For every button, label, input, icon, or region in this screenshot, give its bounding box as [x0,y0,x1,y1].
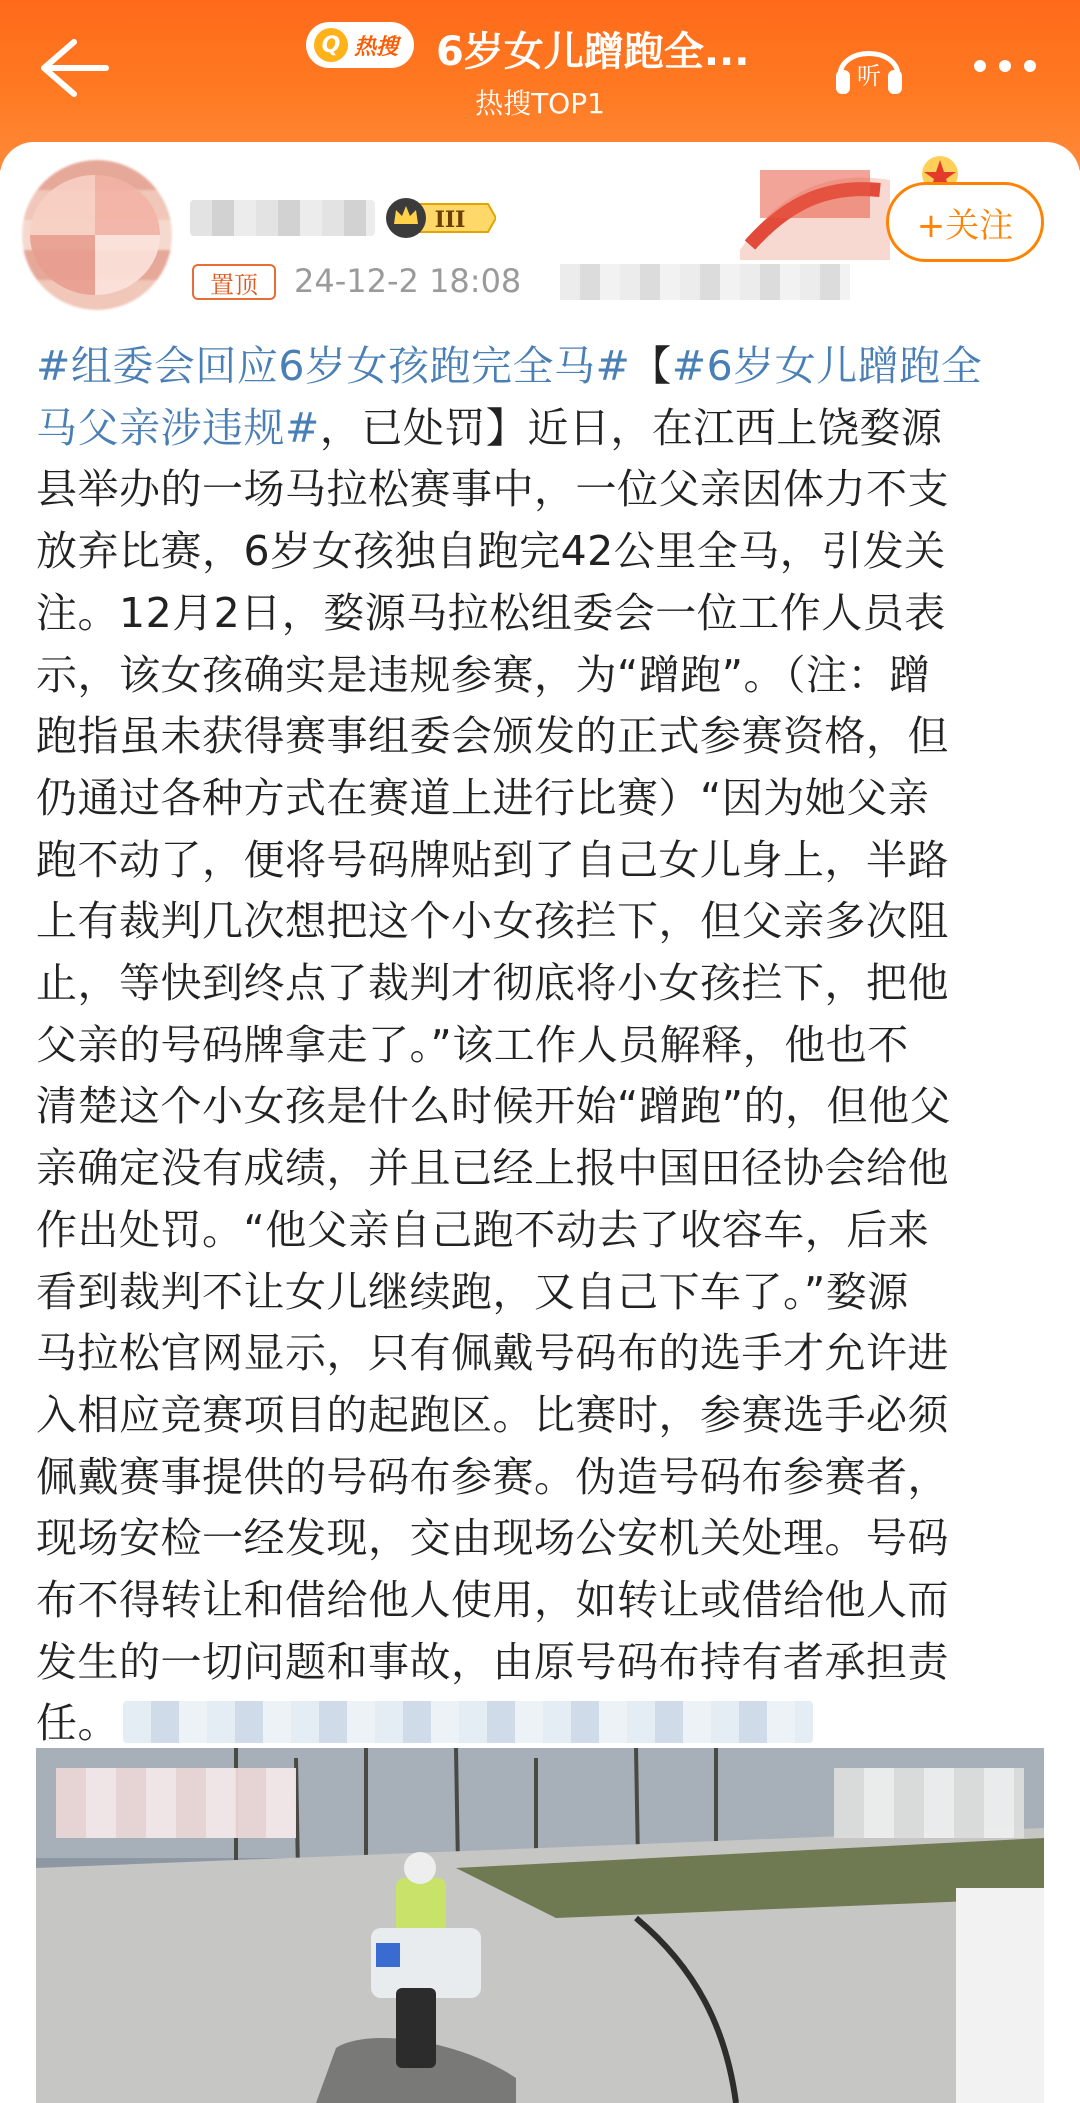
post-line: 止，等快到终点了裁判才彻底将小女孩拦下，把他 [36,959,949,1008]
post-line: 现场安检一经发现，交由现场公安机关处理。号码 [36,1514,949,1563]
topic-tag[interactable]: #6岁女儿蹭跑全 [671,342,983,390]
page-subtitle: 热搜TOP1 [475,87,605,120]
vip-badge [384,196,496,240]
post-line: 马拉松官网显示，只有佩戴号码布的选手才允许进 [36,1329,949,1378]
link-blurred[interactable] [123,1701,813,1743]
post-line: 上有裁判几次想把这个小女孩拦下，但父亲多次阻 [36,897,949,946]
video-overlay-blurred-right [834,1768,1024,1838]
post-line: 跑不动了，便将号码牌贴到了自己女儿身上，半路 [36,835,949,884]
post-line: 入相应竞赛项目的起跑区。比赛时，参赛选手必须 [36,1390,949,1439]
post-time: 24-12-2 18:08 [294,262,522,300]
hot-chip-label: 热搜 [354,34,399,60]
svg-text:听: 听 [857,62,881,90]
post-content [36,336,1046,1755]
post-line: #组委会回应6岁女孩跑完全马#【#6岁女儿蹭跑全 [36,342,983,390]
post-line: 仍通过各种方式在赛道上进行比赛）“因为她父亲 [36,773,930,822]
page-title: 6岁女儿蹭跑全... [436,29,750,75]
post-line: 发生的一切问题和事故，由原号码布持有者承担责 [36,1637,949,1686]
post-line-rest: ，已处罚】近日，在江西上饶婺源 [319,403,943,452]
pinned-badge: 置顶 [192,264,276,300]
headphones-icon [830,30,908,100]
badge-level: III [434,207,466,233]
post-line [36,398,1046,460]
post-line: 佩戴赛事提供的号码布参赛。伪造号码布参赛者， [36,1452,949,1501]
source-blurred [560,264,850,300]
topic-tag[interactable]: #组委会回应6岁女孩跑完全马# [36,342,631,390]
post-line: 清楚这个小女孩是什么时候开始“蹭跑”的，但他父 [36,1082,951,1131]
post-line: 跑指虽未获得赛事组委会颁发的正式参赛资格，但 [36,712,949,761]
avatar-blurred [30,175,160,295]
follow-button[interactable]: +关注 [886,182,1044,262]
post-line: 放弃比赛，6岁女孩独自跑完42公里全马，引发关 [36,527,946,576]
post-line: 亲确定没有成绩，并且已经上报中国田径协会给他 [36,1144,949,1193]
post-line: 县举办的一场马拉松赛事中，一位父亲因体力不支 [36,465,949,514]
post-line: 任。 [36,1693,1046,1755]
username-blurred[interactable] [190,200,375,236]
hot-search-chip[interactable] [306,22,414,68]
search-q-icon: Q [314,28,348,62]
post-line: 示，该女孩确实是违规参赛，为“蹭跑”。（注：蹭 [36,650,931,699]
post-line: 父亲的号码牌拿走了。”该工作人员解释，他也不 [36,1020,909,1069]
video-thumbnail[interactable] [36,1748,1044,2103]
post-line: 注。12月2日，婺源马拉松组委会一位工作人员表 [36,588,946,637]
post-line: 看到裁判不让女儿继续跑，又自己下车了。”婺源 [36,1267,909,1316]
video-overlay-blurred-left [56,1768,296,1838]
crown-badge-icon [384,196,496,240]
more-button[interactable] [960,30,1050,100]
post-line: 布不得转让和借给他人使用，如转让或借给他人而 [36,1576,949,1625]
more-dots-icon [960,30,1050,100]
post-line: 作出处罚。“他父亲自己跑不动去了收容车，后来 [36,1205,930,1254]
listen-button[interactable] [830,30,908,100]
topic-tag-continued[interactable]: 马父亲涉违规# [36,403,320,452]
